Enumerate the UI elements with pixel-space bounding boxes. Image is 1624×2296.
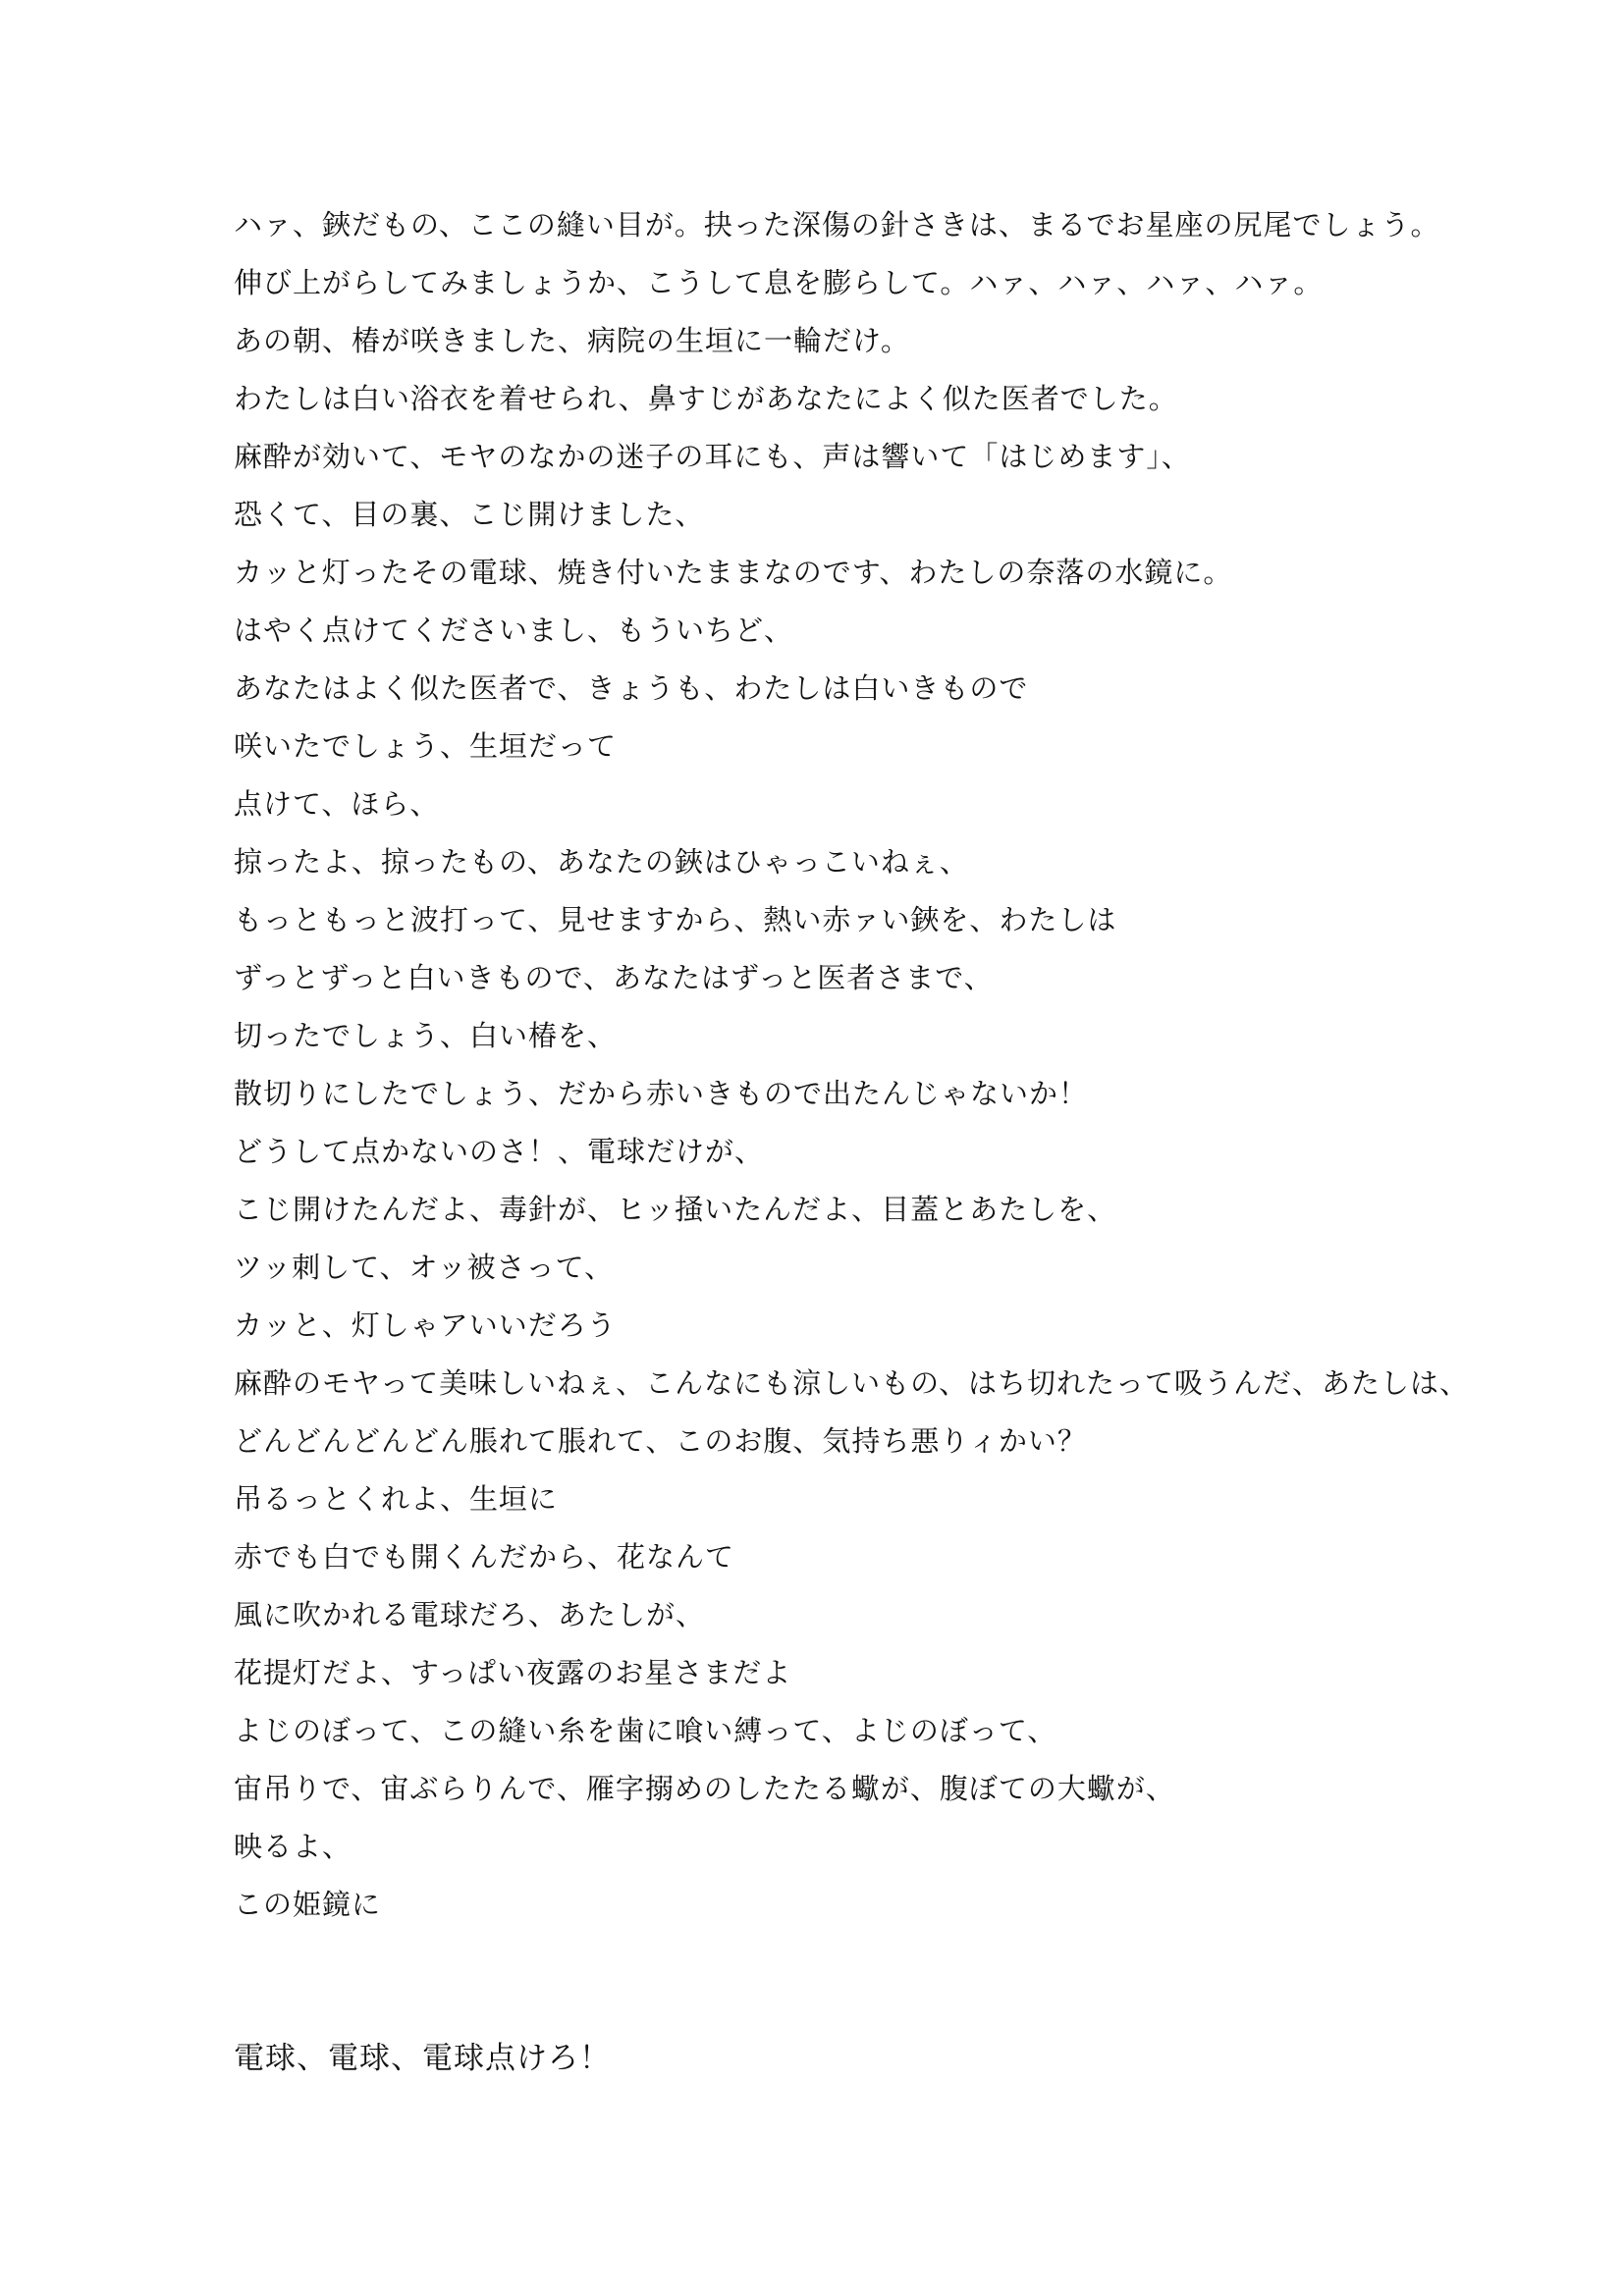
poem-line: この姫鏡に: [234, 1888, 382, 1921]
poem-line: 風に吹かれる電球だろ、あたしが、: [234, 1598, 706, 1631]
poem-line: カッと灯ったその電球、焼き付いたままなのです、わたしの奈落の水鏡に。: [234, 556, 1233, 589]
poem-line: ツッ刺して、オッ被さって、: [234, 1251, 615, 1284]
poem-line: 点けて、ほら、: [234, 787, 440, 821]
poem-line: 掠ったよ、掠ったもの、あなたの鋏はひゃっこいねぇ、: [234, 845, 969, 879]
poem-line: どんどんどんどん脹れて脹れて、このお腹、気持ち悪りィかい？: [234, 1424, 1087, 1458]
poem-line: 麻酔が効いて、モヤのなかの迷子の耳にも、声は響いて「はじめます」、: [234, 440, 1191, 473]
poem-line: こじ開けたんだよ、毒針が、ヒッ掻いたんだよ、目蓋とあたしを、: [234, 1193, 1117, 1226]
poem-line: あの朝、椿が咲きました、病院の生垣に一輪だけ。: [234, 324, 910, 357]
poem-final-line: 電球、電球、電球点けろ！: [234, 2041, 611, 2076]
poem-body: [234, 196, 1510, 2088]
poem-line: 散切りにしたでしょう、だから赤いきもので出たんじゃないか！: [234, 1077, 1089, 1110]
poem-line: ハァ、鋏だもの、ここの縫い目が。抉った深傷の針さきは、まるでお星座の尻尾でしょう。: [234, 208, 1440, 241]
poem-line: カッと、灯しゃアいいだろう: [234, 1308, 617, 1342]
poem-line: ずっとずっと白いきもので、あなたはずっと医者さまで、: [234, 961, 994, 994]
poem-line: 宙吊りで、宙ぶらりんで、雁字搦めのしたたる蠍が、腹ぼての大蠍が、: [234, 1772, 1175, 1805]
poem-line: 赤でも白でも開くんだから、花なんて: [234, 1540, 735, 1574]
poem-line: 恐くて、目の裏、こじ開けました、: [234, 498, 705, 531]
poem-line: 伸び上がらしてみましょうか、こうして息を膨らして。ハァ、ハァ、ハァ、ハァ。: [234, 266, 1324, 299]
poem-line: わたしは白い浴衣を着せられ、鼻すじがあなたによく似た医者でした。: [234, 382, 1178, 415]
poem-line: よじのぼって、この縫い糸を歯に喰い縛って、よじのぼって、: [234, 1714, 1057, 1747]
poem-line: はやく点けてくださいまし、もういちど、: [234, 614, 794, 647]
poem-line: 咲いたでしょう、生垣だって: [234, 729, 618, 763]
poem-line: 切ったでしょう、白い椿を、: [234, 1019, 618, 1052]
poem-line: どうして点かないのさ！、電球だけが、: [234, 1135, 765, 1168]
poem-line: 吊るっとくれよ、生垣に: [234, 1482, 559, 1516]
poem-line: 花提灯だよ、すっぱい夜露のお星さまだよ: [234, 1656, 792, 1689]
poem-line: 映るよ、: [234, 1830, 352, 1863]
poem-line: 麻酔のモヤって美味しいねぇ、こんなにも涼しいもの、はち切れたって吸うんだ、あたしは、: [234, 1366, 1469, 1400]
poem-line: もっともっと波打って、見せますから、熱い赤ァい鋏を、わたしは: [234, 903, 1117, 936]
poem-line: あなたはよく似た医者で、きょうも、わたしは白いきもので: [234, 671, 1029, 705]
